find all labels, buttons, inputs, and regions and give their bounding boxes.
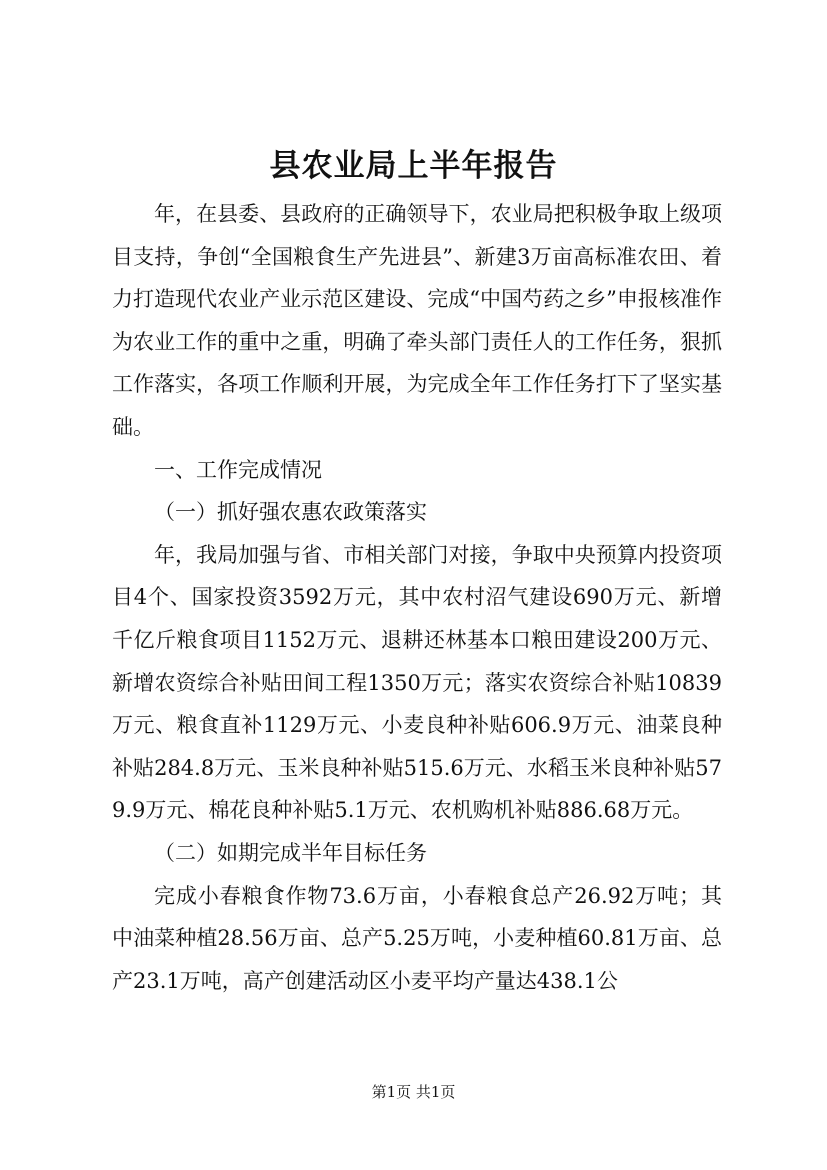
subsection-heading-2: （二）如期完成半年目标任务	[154, 840, 427, 865]
document-title: 县农业局上半年报告	[269, 148, 558, 184]
subsection-heading-1: （一）抓好强农惠农政策落实	[154, 500, 427, 525]
document-body	[112, 193, 722, 1002]
paragraph-policy: 年，我局加强与省、市相关部门对接，争取中央预算内投资项目4个、国家投资3592万元，其中农村沼气建设690万元、新增千亿斤粮食项目1152万元、退耕还林基本口粮田建设200万元、新增农资综合补贴田间工程1350万元；落实农资综合补贴10839万元、粮食直补1129万元、小麦良种补贴606.9万元、油菜良种补贴284.8万元、玉米良种补贴515.6万元、水稻玉米良种补贴579.9万元、棉花良种补贴5.1万元、农机购机补贴886.68万元。	[112, 542, 722, 823]
paragraph-intro: 年，在县委、县政府的正确领导下，农业局把积极争取上级项目支持，争创“全国粮食生产先进县”、新建3万亩高标准农田、着力打造现代农业产业示范区建设、完成“中国芍药之乡”申报核准作为农业工作的重中之重，明确了牵头部门责任人的工作任务，狠抓工作落实，各项工作顺利开展，为完成全年工作任务打下了坚实基础。	[112, 202, 722, 439]
page-footer: 第1页 共1页	[371, 1083, 456, 1101]
paragraph-targets: 完成小春粮食作物73.6万亩，小春粮食总产26.92万吨；其中油菜种植28.56万亩、总产5.25万吨，小麦种植60.81万亩、总产23.1万吨，高产创建活动区小麦平均产量达438.1公	[112, 883, 722, 993]
section-heading: 一、工作完成情况	[154, 457, 322, 482]
